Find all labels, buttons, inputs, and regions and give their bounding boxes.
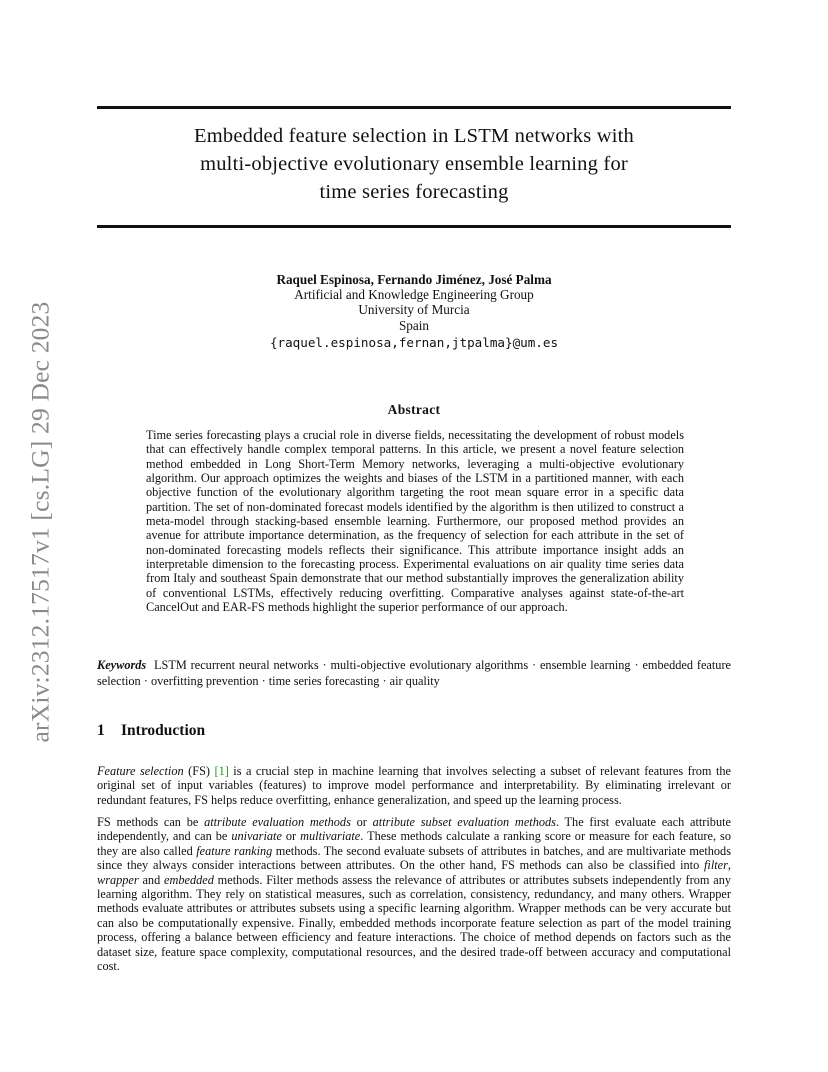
author-university: University of Murcia — [358, 302, 470, 318]
keywords-text: LSTM recurrent neural networks · multi-objective evolutionary algorithms · ensemble learning · embedded feature selection · overfitting prevention · time series forecasting · air quality — [97, 658, 731, 688]
p2-italic-1: attribute evaluation methods — [204, 815, 351, 829]
p2-text-8: and — [138, 872, 165, 887]
intro-paragraph-1 — [97, 764, 731, 807]
p1-text-b: is a crucial step in machine learning that involves selecting a subset of relevant features from the original set of input variables (features) to improve model performance and interpretability. By eliminating irrelevant or redundant features, FS helps reduce overfitting, enhance generalization, and speed up the learning process. — [97, 764, 731, 807]
p2-text-5: . These methods calculate a ranking score or measure for each feature, so they are also called — [97, 829, 731, 858]
title-line-3: time series forecasting — [319, 181, 509, 203]
citation-link-1[interactable]: [1] — [214, 764, 229, 778]
author-email: {raquel.espinosa,fernan,jtpalma}@um.es — [269, 334, 559, 350]
p2-italic-6: filter — [704, 858, 728, 873]
author-country: Spain — [398, 317, 430, 333]
p2-text-2: or — [350, 815, 373, 829]
intro-paragraph-2 — [97, 815, 731, 973]
title-line-1: Embedded feature selection in LSTM networks with — [194, 125, 634, 147]
arxiv-identifier-stamp — [14, 286, 66, 758]
title-line-2: multi-objective evolutionary ensemble learning for — [200, 153, 628, 175]
p2-italic-2: attribute subset evaluation methods — [372, 815, 556, 829]
p2-text-7: , — [727, 858, 731, 873]
abstract-heading: Abstract — [387, 402, 441, 417]
arxiv-identifier-text: arXiv:2312.17517v1 [cs.LG] 29 Dec 2023 — [25, 301, 55, 743]
p2-text-9: methods. Filter methods assess the relevance of attributes or attributes subsets independently from any learning algorithm. They rely on statistical measures, such as correlation, consistency, redundancy, and many others. Wrapper methods evaluate attributes or attributes subsets using a specific learning algorithm. Wrapper methods can be very accurate but can also be computationally expensive. Finally, embedded methods incorporate feature selection as part of the model training process, offering a balance between efficiency and feature interactions. The choice of method depends on factors such as the dataset size, feature space complexity, computational resources, and the desired trade-off between accuracy and computational cost. — [97, 872, 731, 974]
keywords-label: Keywords — [97, 658, 147, 672]
title-rule-top — [97, 106, 731, 109]
section-number: 1 — [97, 722, 105, 739]
p2-text-6: methods. The second evaluate subsets of attributes in batches, and are multivariate methods since they always consider interactions between attributes. On the other hand, FS methods can also be classified into — [97, 843, 731, 873]
p2-italic-3: univariate — [231, 829, 282, 844]
author-group: Artificial and Knowledge Engineering Group — [294, 287, 534, 303]
p2-text-4: or — [281, 829, 301, 844]
p2-italic-7: wrapper — [97, 872, 139, 887]
p2-italic-4: multivariate — [300, 829, 361, 844]
paper-title — [97, 122, 731, 206]
p2-text-1: FS methods can be — [97, 815, 205, 829]
abstract-text: Time series forecasting plays a crucial role in diverse fields, necessitating the development of robust models that can effectively handle complex temporal patterns. In this article, we present a novel feature selection method embedded in Long Short-Term Memory networks, leveraging a multi-objective evolutionary algorithm. Our approach optimizes the weights and biases of the LSTM in a partitioned manner, with each objective function of the evolutionary algorithm targeting the root mean square error in a specific data partition. The set of non-dominated forecast models identified by the algorithm is then utilized to construct a meta-model through stacking-based ensemble learning. Furthermore, our proposed method provides an avenue for attribute importance determination, as the frequency of selection for each attribute in the set of non-dominated forecasting models reflects their significance. This attribute importance insight adds an interpretable dimension to the forecasting process. Experimental evaluations on air quality time series data from Italy and southeast Spain demonstrate that our method substantially improves the generalization ability of conventional LSTMs, effectively reducing overfitting. Comparative analyses against state-of-the-art CancelOut and EAR-FS methods highlight the superior performance of our approach. — [146, 428, 684, 615]
section-heading-introduction — [97, 722, 205, 740]
section-title: Introduction — [121, 722, 206, 739]
p1-text-a: (FS) — [183, 764, 215, 778]
title-rule-bottom — [97, 225, 731, 228]
author-block — [97, 272, 731, 350]
p2-text-3: . The first evaluate each attribute independently, and can be — [97, 815, 731, 844]
keywords-block — [97, 657, 731, 689]
author-names: Raquel Espinosa, Fernando Jiménez, José Palma — [276, 272, 552, 287]
term-feature-selection: Feature selection — [97, 764, 184, 778]
p2-italic-5: feature ranking — [196, 843, 273, 858]
p2-italic-8: embedded — [164, 872, 214, 887]
